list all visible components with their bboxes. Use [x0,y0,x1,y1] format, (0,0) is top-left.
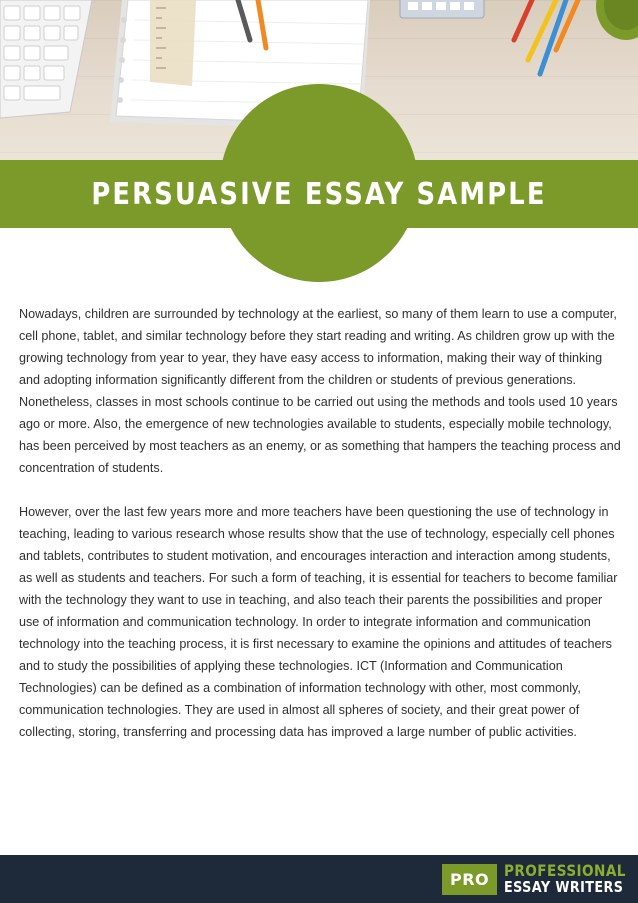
logo-line-professional: PROFESSIONAL [504,861,627,880]
mug-image [596,0,638,40]
essay-paragraph: However, over the last few years more and more teachers have been questioning the use of technology in teaching, leading to various research whose results show that the use of technology, especially cell phones and tablets, contributes to student motivation, and encourages interaction and interaction among students, as well as students and teachers. For such a form of teaching, it is essential for teachers to become familiar with the technology they want to use in teaching, and also teach their parents the possibilities and proper use of information and communication technology. In order to integrate information and communication technology into the teaching process, it is first necessary to examine the opinions and attitudes of teachers and to study the possibilities of applying these technologies. ICT (Information and Communication Technologies) can be defined as a combination of information technology with other, most commonly, communication technologies. They are used in almost all spheres of society, and their great power of collecting, storing, transferring and processing data has improved a large number of public activities. [19,505,618,739]
page-title: PERSUASIVE ESSAY SAMPLE [91,176,547,212]
essay-body [19,303,625,765]
keyboard-image [0,0,92,118]
essay-paragraph: Nowadays, children are surrounded by technology at the earliest, so many of them learn to use a computer, cell phone, tablet, and similar technology before they start reading and writing. As children grow up with the growing technology from year to year, they have easy access to information, making their way of thinking and adopting information significantly different from the children or students of previous generations. Nonetheless, classes in most schools continue to be carried out using the methods and tools used 10 years ago or more. Also, the emergence of new technologies available to students, especially mobile technology, has been perceived by most teachers as an enemy, or as something that hampers the teaching process and concentration of students. [19,307,621,475]
calculator-image [400,0,484,18]
logo-wordmark [504,863,638,895]
ruler-image [150,0,196,86]
logo-line-essay-writers: ESSAY WRITERS [504,878,624,896]
brand-logo[interactable] [442,862,638,896]
logo-badge: PRO [442,864,497,895]
